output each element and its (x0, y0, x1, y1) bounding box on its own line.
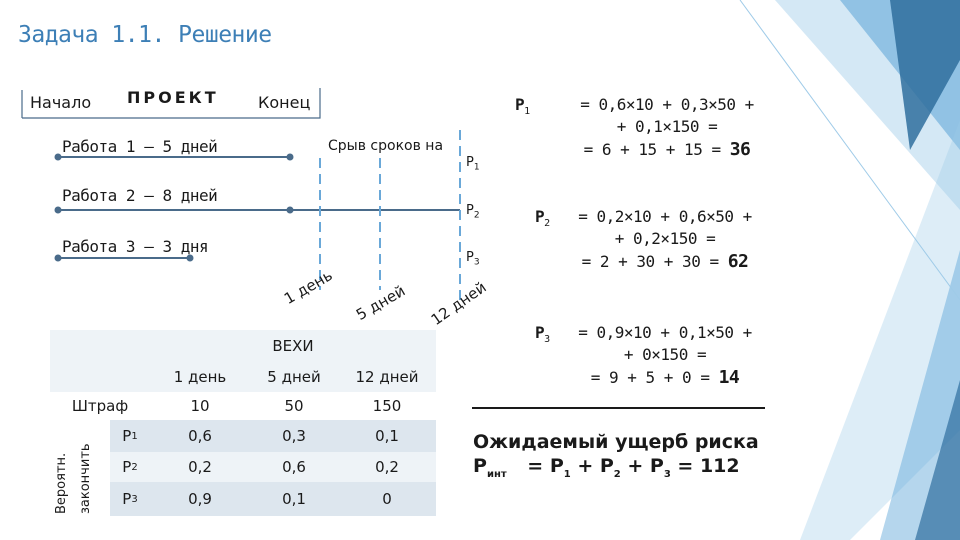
table-cell: 0,2 (150, 452, 250, 482)
table-cell: 0,1 (250, 482, 338, 516)
formula-p2: = 0,2×10 + 0,6×50 + + 0,2×150 = = 2 + 30 + 30 = 62 (578, 207, 752, 272)
summary-formula: $P_{инт} = P_1 + P_2 + P_3 = 112$ (473, 455, 740, 480)
table-cell: 0,1 (338, 420, 436, 452)
table-cell: 0,6 (150, 420, 250, 452)
formula-p1: = 0,6×10 + 0,3×50 + + 0,1×150 = = 6 + 15 + 15 = 36 (580, 95, 754, 160)
table-col-2: 5 дней (250, 362, 338, 392)
summary-title: Ожидаемый ущерб риска (473, 431, 759, 453)
table-row-p2-label: P 2 (110, 452, 150, 482)
penalty-label: Штраф (50, 392, 150, 420)
formula-p2-name: $P_2$ (535, 207, 550, 230)
penalty-value-2: 50 (250, 392, 338, 420)
table-header-cell: ВЕХИ (150, 330, 436, 362)
prob-label-1: Вероятн. (54, 452, 69, 514)
table-row-p3-label: P 3 (110, 482, 150, 516)
table-cell: 0,9 (150, 482, 250, 516)
formula-p1-name: $P_1$ (515, 95, 530, 118)
formula-p3-name: $P_3$ (535, 323, 550, 346)
project-header: ПРОЕКТ (127, 88, 219, 107)
p1-marker: $P_1$ (466, 155, 480, 173)
table-cell: 0,2 (338, 452, 436, 482)
page-title: Задача 1.1. Решение (18, 22, 272, 48)
milestone-2-label: 5 дней (353, 281, 409, 324)
table-col-1: 1 день (150, 362, 250, 392)
penalty-value-1: 10 (150, 392, 250, 420)
delay-label: Срыв сроков на (328, 138, 444, 154)
table-col-3: 12 дней (338, 362, 436, 392)
p2-marker: $P_2$ (466, 203, 480, 221)
work-1-label: Работа 1 – 5 дней (62, 137, 218, 156)
milestone-3-label: 12 дней (427, 278, 490, 329)
milestone-1-label: 1 день (281, 266, 336, 308)
work-3-label: Работа 3 – 3 дня (62, 237, 209, 256)
work-2-label: Работа 2 – 8 дней (62, 186, 218, 205)
penalty-value-3: 150 (338, 392, 436, 420)
table-cell: 0,3 (250, 420, 338, 452)
table-row-p1-label: P 1 (110, 420, 150, 452)
prob-label-2: закончить (78, 443, 93, 514)
start-label: Начало (30, 93, 92, 112)
end-label: Конец (258, 93, 311, 112)
table-side-cell (50, 330, 150, 392)
formula-p3: = 0,9×10 + 0,1×50 + + 0×150 = = 9 + 5 + 0 = 14 (578, 323, 752, 388)
table-cell: 0,6 (250, 452, 338, 482)
p3-marker: $P_3$ (466, 250, 480, 268)
table-cell: 0 (338, 482, 436, 516)
